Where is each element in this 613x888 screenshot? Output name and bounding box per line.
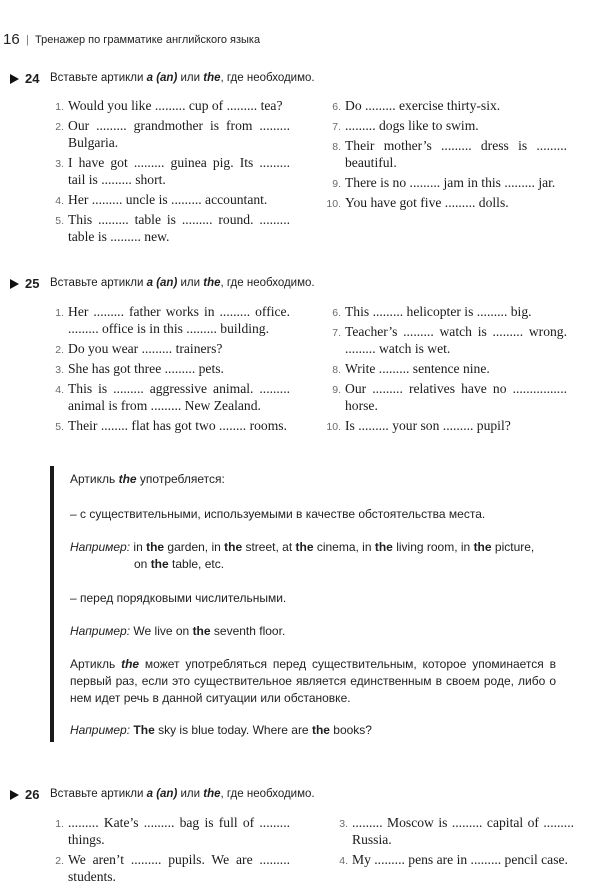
rule-point-ordinal: – перед порядковыми числительными.: [70, 591, 287, 605]
triangle-bullet-icon: [10, 790, 19, 800]
rule-unique-noun: Артикль the может употребляться перед существительным, которое упоминается в первый раз, если это существительное является единственным в своем роде, либо о нем идет речь в данной ситуации или обстановке.: [70, 657, 556, 705]
triangle-bullet-icon: [10, 279, 19, 289]
exercise-item: 1. Her ......... father works in ......... office. ......... office is in this ......... building.: [55, 304, 290, 336]
exercise-item: 8. Their mother’s ......... dress is ......... beautiful.: [332, 138, 567, 170]
page-number: 16: [3, 31, 20, 48]
exercise-item: 3. She has got three ......... pets.: [55, 361, 224, 376]
exercise-item: 9. Our ......... relatives have no ................ horse.: [332, 381, 567, 413]
exercise-item: 2. Do you wear ......... trainers?: [55, 341, 223, 356]
exercise-item: 6. Do ......... exercise thirty-six.: [332, 98, 501, 113]
exercise-item: 8. Write ......... sentence nine.: [332, 361, 490, 376]
exercise-26-right-column: [332, 814, 574, 871]
rule-example-unique: Например: The sky is blue today. Where are the books?: [70, 723, 372, 737]
exercise-number: 25: [25, 276, 40, 291]
exercise-24-right-column: [325, 97, 567, 214]
exercise-item: 10. Is ......... your son ......... pupil?: [326, 418, 511, 433]
exercise-instruction: Вставьте артикли a (an) или the, где необходимо.: [50, 72, 315, 84]
exercise-25-left-column: [48, 303, 290, 437]
exercise-25-right-column: [325, 303, 567, 437]
exercise-item: 6. This ......... helicopter is ......... big.: [332, 304, 532, 319]
header-separator: |: [26, 34, 29, 46]
triangle-bullet-icon: [10, 74, 19, 84]
rule-point-place: – с существительными, используемыми в качестве обстоятельства места.: [70, 507, 486, 521]
exercise-item: 7. ......... dogs like to swim.: [332, 118, 479, 133]
exercise-26-left-column: [48, 814, 290, 888]
exercise-item: 9. There is no ......... jam in this ......... jar.: [332, 175, 556, 190]
rule-example-place: Например: in the garden, in the street, at the cinema, in the living room, in the picture, on the table, etc.: [70, 540, 535, 571]
exercise-item: 2. We aren’t ......... pupils. We are ......... students.: [55, 852, 290, 884]
exercise-item: 2. Our ......... grandmother is from ......... Bulgaria.: [55, 118, 290, 150]
exercise-item: 5. Their ........ flat has got two ........ rooms.: [55, 418, 287, 433]
exercise-item: 7. Teacher’s ......... watch is ......... wrong. ......... watch is wet.: [332, 324, 567, 356]
rule-left-bar: [50, 466, 54, 742]
exercise-item: 5. This ......... table is ......... round. ......... table is ......... new.: [55, 212, 290, 244]
exercise-number: 26: [25, 787, 40, 802]
rule-intro: Артикль the употребляется:: [70, 472, 225, 486]
exercise-item: 4. My ......... pens are in ......... pencil case.: [339, 852, 568, 867]
exercise-item: 4. This is ......... aggressive animal. ......... animal is from ......... New Zealand.: [55, 381, 290, 413]
book-title: Тренажер по грамматике английского языка: [35, 34, 261, 46]
exercise-instruction: Вставьте артикли a (an) или the, где необходимо.: [50, 788, 315, 800]
rule-example-ordinal: Например: We live on the seventh floor.: [70, 624, 286, 638]
grammar-rule-box: [50, 466, 562, 742]
exercise-24-left-column: [48, 97, 290, 248]
exercise-item: 10. You have got five ......... dolls.: [326, 195, 509, 210]
exercise-item: 3. ......... Moscow is ......... capital of ......... Russia.: [339, 815, 574, 847]
exercise-item: 1. ......... Kate’s ......... bag is full of ......... things.: [55, 815, 290, 847]
exercise-item: 1. Would you like ......... cup of ......... tea?: [55, 98, 283, 113]
exercise-item: 3. I have got ......... guinea pig. Its ......... tail is ......... short.: [55, 155, 290, 187]
exercise-item: 4. Her ......... uncle is ......... accountant.: [55, 192, 268, 207]
exercise-number: 24: [25, 71, 40, 86]
exercise-instruction: Вставьте артикли a (an) или the, где необходимо.: [50, 277, 315, 289]
